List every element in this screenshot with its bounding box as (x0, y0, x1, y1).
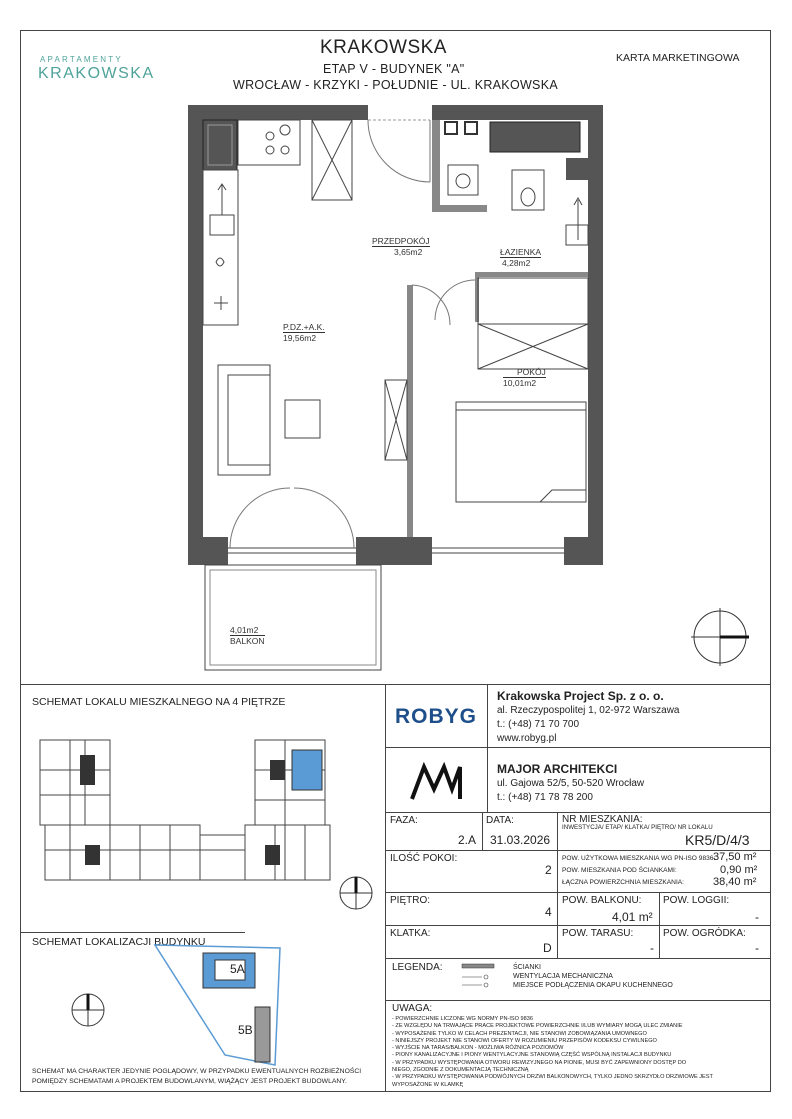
logo-divider (487, 684, 488, 812)
table-line-4 (385, 925, 771, 926)
developer-divider (385, 747, 771, 748)
table-line-3 (385, 892, 771, 893)
wall-south-right (564, 537, 602, 565)
date-label: DATA: (486, 815, 514, 826)
terrace-label: POW. TARASU: (562, 928, 634, 939)
notes-list (392, 1016, 762, 1089)
legend-label: LEGENDA: (392, 962, 443, 973)
location-scheme-title: SCHEMAT LOKALIZACJI BUDYNKU (32, 936, 206, 948)
architect-address: ul. Gajowa 52/5, 50-520 Wrocław (497, 778, 645, 789)
note-line: WYPOSAŻONE W KLAMKĘ (392, 1081, 464, 1088)
notes-label: UWAGA: (392, 1003, 433, 1014)
note-line: - PIONY KANALIZACYJNE I PIONY WENTYLACYJNE STANOWIĄ CZĘŚĆ WSPÓLNĄ INSTALACJI BUDYNKU (392, 1052, 672, 1059)
note-line: - W PRZYPADKU WYSTĘPOWANIA PODWÓJNYCH DRZWI BALKONOWYCH, TYLKO JEDNO SKRZYDŁO DRZWIOWE JEST (392, 1074, 713, 1081)
room-label-hall: PRZEDPOKÓJ 3,65m2 (372, 236, 430, 257)
rooms-value: 2 (545, 863, 552, 877)
unit-hint: INWESTYCJA/ ETAP/ KLATKA/ PIĘTRO/ NR LOKALU (562, 824, 713, 831)
rooms-label: ILOŚĆ POKOI: (390, 853, 458, 864)
table-vline-1 (482, 812, 483, 850)
column-divider (385, 684, 386, 1092)
wall-east (588, 105, 603, 565)
disclaimer-line-1: SCHEMAT MA CHARAKTER JEDYNIE POGLĄDOWY, W PRZYPADKU EWENTUALNYCH ROZBIEŻNOŚCI (32, 1068, 362, 1075)
legend-item-walls: ŚCIANKI (513, 964, 542, 971)
table-vline-2 (557, 812, 558, 958)
phase-value: 2.A (458, 833, 477, 847)
logo-line-top: APARTAMENTY (40, 55, 123, 64)
terrace-value: - (650, 941, 654, 955)
stair-value: D (543, 941, 552, 955)
note-line: - W PRZYPADKU WYSTĘPOWANIA OTWORU REWIZYJNEGO NA PIONIE, MUSI BYĆ ZAPEWNIONY DOSTĘP DO (392, 1059, 687, 1066)
room-label-bedroom: POKÓJ 10,01m2 (503, 367, 546, 388)
floor-scheme-compass (338, 875, 378, 915)
total-area-value: 38,40 m² (713, 876, 757, 888)
section-divider (20, 684, 771, 685)
usable-area-value: 37,50 m² (713, 851, 757, 863)
phase-label: FAZA: (390, 815, 418, 826)
building-5b (255, 1007, 270, 1062)
wall-north-right (432, 105, 602, 120)
highlighted-unit (292, 750, 322, 790)
table-line-5 (385, 958, 771, 959)
table-line-6 (385, 1000, 771, 1001)
note-line: - NINIEJSZY PROJEKT NIE STANOWI OFERTY W ROZUMIENIU PRZEPISÓW KODEKSU CYWILNEGO (392, 1037, 657, 1044)
table-vline-3 (659, 892, 660, 958)
legend-icons (460, 964, 500, 994)
developer-phone: t.: (+48) 71 70 700 (497, 719, 580, 730)
note-line: - WYPOSAŻENIE TYLKO W CELACH PREZENTACJI, NIE STANOWI ZOBOWIĄZANIA UMOWNEGO (392, 1030, 647, 1037)
table-line-1 (385, 812, 771, 813)
usable-area-label: POW. UŻYTKOWA MIESZKANIA WG PN-ISO 9836: (562, 855, 716, 862)
room-label-balcony: 4,01m2 BALKON (230, 625, 265, 646)
under-walls-value: 0,90 m² (720, 864, 758, 876)
floor-scheme-title: SCHEMAT LOKALU MIESZKALNEGO NA 4 PIĘTRZE (32, 696, 286, 708)
balcony-label: POW. BALKONU: (562, 895, 642, 906)
floor-label: PIĘTRO: (390, 895, 431, 906)
floor-value: 4 (545, 905, 552, 919)
location-compass (70, 992, 110, 1032)
total-area-label: ŁĄCZNA POWIERZCHNIA MIESZKANIA: (562, 879, 685, 886)
under-walls-label: POW. MIESZKANIA POD ŚCIANKAMI: (562, 867, 677, 874)
developer-address: al. Rzeczypospolitej 1, 02-972 Warszawa (497, 705, 680, 716)
developer-name: Krakowska Project Sp. z o. o. (497, 689, 664, 703)
unit-value: KR5/D/4/3 (685, 832, 750, 848)
address-label: WROCŁAW - KRZYKI - POŁUDNIE - UL. KRAKOWSKA (233, 78, 558, 92)
loggia-value: - (755, 910, 759, 924)
floor-scheme (30, 730, 360, 920)
major-logo-icon (410, 763, 470, 803)
disclaimer-line-2: POMIĘDZY SCHEMATAMI A PROJEKTEM BUDOWLANYM, WIĄŻĄCY JEST PROJEKT BUDOWLANY. (32, 1078, 347, 1085)
building-b-label: 5B (238, 1023, 253, 1037)
location-divider (20, 932, 245, 933)
loggia-label: POW. LOGGII: (663, 895, 730, 906)
robyg-logo: ROBYG (395, 705, 478, 728)
legend-item-ventilation: WENTYLACJA MECHANICZNA (513, 973, 613, 980)
legend-item-hood: MIEJSCE PODŁĄCZENIA OKAPU KUCHENNEGO (513, 982, 673, 989)
note-line: - WYJŚCIE NA TARAS/BALKON - MOŻLIWA RÓŻNICA POZIOMÓW (392, 1045, 564, 1052)
logo-line-main: KRAKOWSKA (38, 65, 155, 82)
room-label-bathroom: ŁAZIENKA 4,28m2 (500, 247, 542, 268)
wall-south-mid (356, 537, 432, 565)
note-line: NIEGO, ZGODNIE Z DOKUMENTACJĄ TECHNICZNĄ (392, 1067, 529, 1074)
note-line: - ZE WZGLĘDU NA TRWAJĄCE PRACE PROJEKTOWE POWIERZCHNIE I/LUB WYMIARY MOGĄ ULEC ZMIANIE (392, 1023, 683, 1030)
building-a-label: 5A (230, 962, 245, 976)
balcony-outline (205, 565, 381, 670)
unit-label: NR MIESZKANIA: (562, 814, 643, 825)
wall-north-left (188, 105, 368, 120)
garden-value: - (755, 941, 759, 955)
room-label-living: P.DZ.+A.K. 19,56m2 (283, 322, 325, 343)
date-value: 31.03.2026 (490, 833, 551, 847)
architect-phone: t.: (+48) 71 78 78 200 (497, 792, 593, 803)
stair-label: KLATKA: (390, 928, 431, 939)
note-line: - POWIERZCHNIE LICZONE WG NORMY PN-ISO 9836 (392, 1016, 534, 1022)
stage-label: ETAP V - BUDYNEK "A" (323, 62, 465, 76)
card-type: KARTA MARKETINGOWA (616, 52, 740, 64)
architect-name: MAJOR ARCHITEKCI (497, 762, 618, 776)
balcony-value: 4,01 m² (612, 910, 653, 924)
project-title: KRAKOWSKA (320, 37, 447, 58)
wall-south-left (188, 537, 228, 565)
garden-label: POW. OGRÓDKA: (663, 928, 746, 939)
developer-web: www.robyg.pl (497, 733, 557, 744)
wall-west (188, 105, 203, 565)
